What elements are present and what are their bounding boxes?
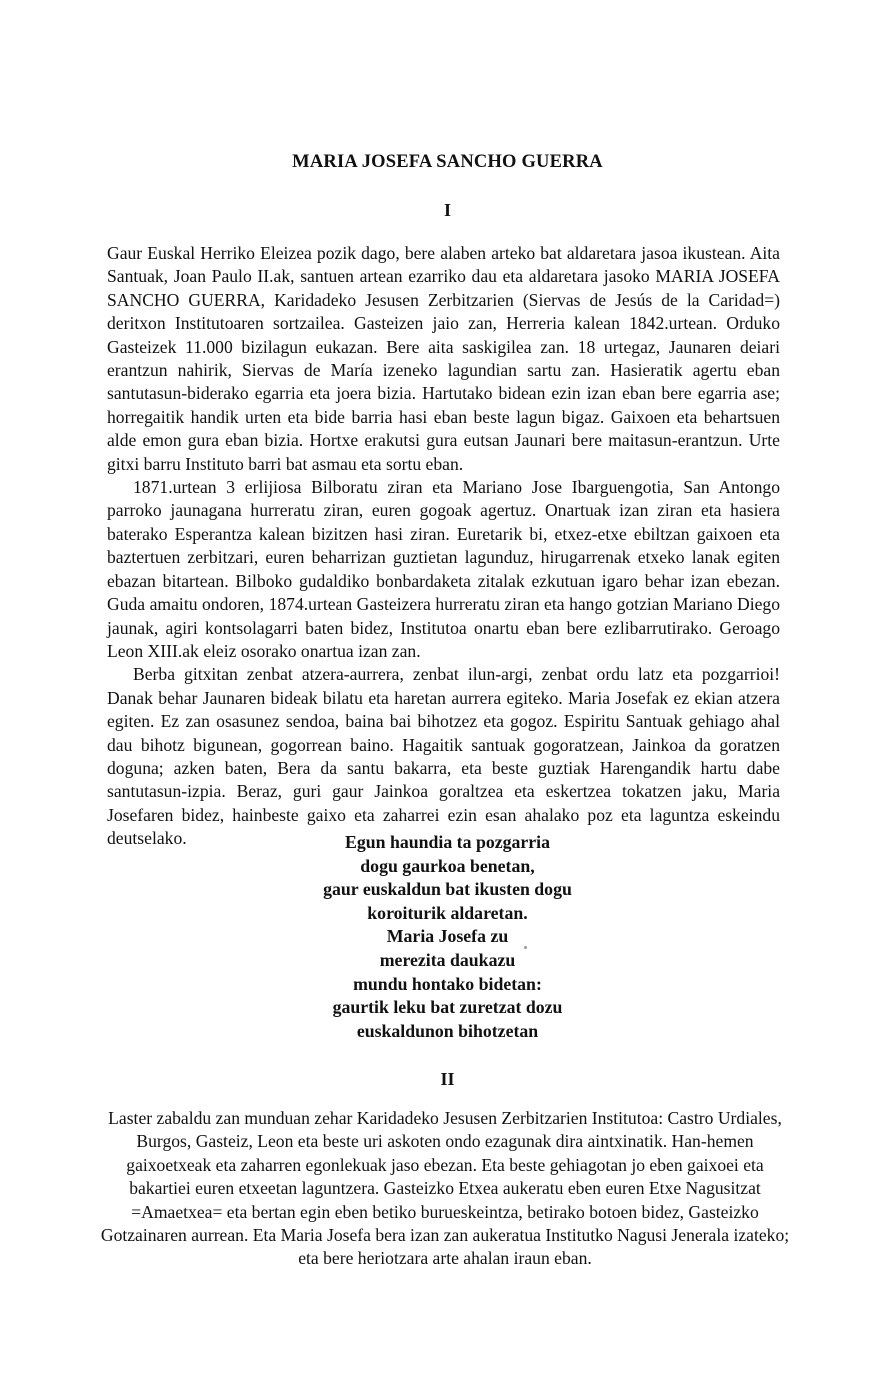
verse-line: gaur euskaldun bat ikusten dogu <box>323 879 572 900</box>
paragraph-3: Berba gitxitan zenbat atzera-aurrera, zenbat ilun-argi, zenbat ordu latz eta pozgarrioi! Danak behar Jaunaren bideak bilatu eta haretan aurrera egiteko. Maria Josefak ez ekian atzera egiten. Ez zan osasunez sendoa, baina bai bihotzez eta gogoz. Espiritu Santuak gehiago ahal dau bihotz bigunean, gogorrean baino. Hagaitik santuak gogoratzean, Jainkoa da goratzen doguna; azken baten, Bera da santu bakarra, eta beste guztiak Harengandik hartu dabe santutasun-izpia. Beraz, guri gaur Jainkoa goraltzea eta eskertzea tokatzen jaku, Maria Josefaren bidez, hainbeste gaixo eta zaharrei ezin esan ahalako poz eta laguntza eskeindu deutselako. <box>107 664 780 849</box>
verse-line: euskaldunon bihotzetan <box>356 1020 539 1041</box>
verse-line: Egun haundia ta pozgarria <box>344 832 551 852</box>
section-heading-two: II <box>440 1069 455 1089</box>
document-title: MARIA JOSEFA SANCHO GUERRA <box>292 152 603 172</box>
scan-speck <box>524 946 527 949</box>
verse-line: gaurtik leku bat zuretzat dozu <box>332 997 563 1018</box>
paragraph-2: 1871.urtean 3 erlijiosa Bilboratu ziran eta Mariano Jose Ibarguengotia, San Antongo parroko jaunagana hurreratu ziran, euren gogoak agertuz. Onartuak izan ziran eta hasiera baterako Esperantza kalean bizitzen hasi ziran. Euretarik bi, etxez-etxe ebiltzan gaixoen eta baztertuen zerbitzari, euren beharrizan guztietan lagunduz, hirugarrenak etxeko lanak egiten ebazan bitartean. Bilboko gudaldiko bonbardaketa zitalak ezkutuan igaro behar izan ebezan. Guda amaitu ondoren, 1874.urtean Gasteizera hurreratu ziran eta hango gotzian Mariano Diego jaunak, agiri kontsolagarri baten bidez, Institutoa onartu eban bere ezlibarrutirako. Geroago Leon XIII.ak eleiz osorako onartua izan zan. <box>107 477 780 661</box>
section-heading-one: I <box>443 200 451 220</box>
verse-line: koroiturik aldaretan. <box>367 902 528 923</box>
verse-line: Maria Josefa zu <box>386 926 509 947</box>
section-one-body <box>107 242 780 851</box>
verse-line: mundu hontako bidetan: <box>353 973 542 994</box>
verse-line: merezita daukazu <box>379 949 516 970</box>
section-two-body: Laster zabaldu zan munduan zehar Karidadeko Jesusen Zerbitzarien Institutoa: Castro Urdiales, Burgos, Gasteiz, Leon eta beste uri askoten ondo ezagunak dira aintxinatik. Han-hemen gaixoetxeak eta zaharren egonlekuak jaso ebezan. Eta beste gehiagotan jo eben gaixoei eta bakartiei euren etxeetan laguntzera. Gasteizko Etxea aukeratu eben euren Etxe Nagusitzat =Amaetxea= eta bertan egin eben betiko burueskeintza, betirako botoen bidez, Gasteizko Gotzainaren aurrean. Eta Maria Josefa bera izan zan aukeratua Institutko Nagusi Jenerala izateko; eta bere heriotzara arte ahalan iraun eban. <box>100 1108 790 1269</box>
paragraph-1: Gaur Euskal Herriko Eleizea pozik dago, bere alaben arteko bat aldaretara jasoa ikustean. Aita Santuak, Joan Paulo II.ak, santuen artean ezarriko dau eta aldaretara jasoko MARIA JOSEFA SANCHO GUERRA, Karidadeko Jesusen Zerbitzarien (Siervas de Jesús de la Caridad=) deritxon Institutoaren sortzailea. Gasteizen jaio zan, Herreria kalean 1842.urtean. Orduko Gasteizek 11.000 bizilagun eukazan. Bere aita saskigilea zan. 18 urtegaz, Jaunaren deiari erantzun nahirik, Siervas de María izeneko lagundian sartu zan. Hasieratik agertu eban santutasun-biderako egarria eta joera bizia. Hartutako bidean ezin izan eban bere egarria ase; horregaitik handik urten eta bide barria hasi eban beste lagun bigaz. Gaixoen eta behartsuen alde emon gura eban bizia. Hortxe erakutsi gura eutsan Jaunari bere maitasun-erantzun. Urte gitxi barru Instituto barri bat asmau eta sortu eban. <box>107 243 780 474</box>
verse-block <box>0 831 895 1043</box>
verse-line: dogu gaurkoa benetan, <box>360 855 535 876</box>
